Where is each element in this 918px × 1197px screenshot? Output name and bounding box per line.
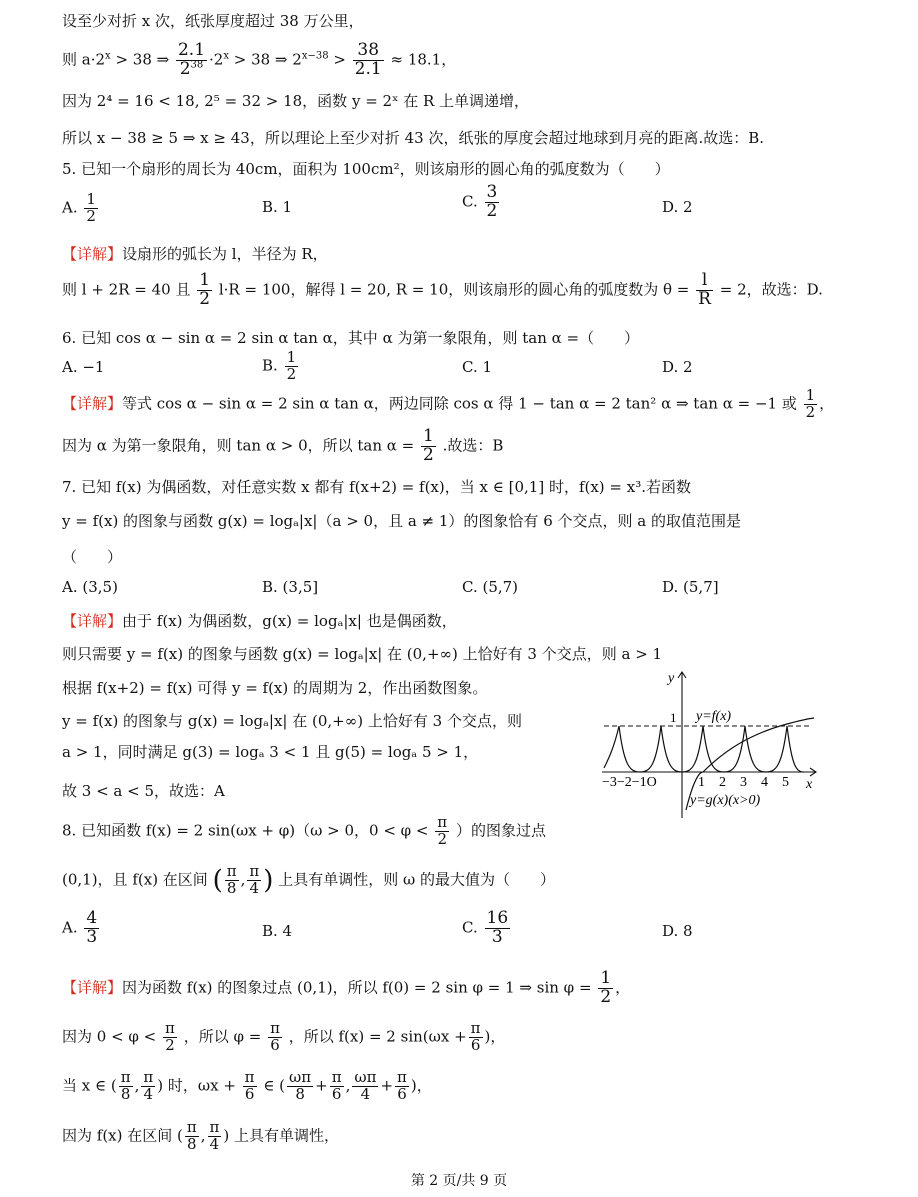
solution-7-line-4: y = f(x) 的图象与 g(x) = logₐ|x| 在 (0,+∞) 上恰好有 3 个交点，则 [62,712,522,730]
fraction: $\frac{2.1}{2^{38}}$ [177,40,206,79]
solution-7-line-5: a > 1，同时满足 g(3) = logₐ 3 < 1 且 g(5) = logₐ 5 > 1， [62,743,479,761]
tick-1: 1 [698,775,705,790]
fx-label: y=f(x) [696,709,732,724]
gx-label: y=g(x)(x>0) [690,793,761,808]
solution-8-line-3: 当 x ∈ ( $\frac{\pi}{8}$ , $\frac{\pi}{4}$ ) 时，ωx + $\frac{\pi}{6}$ ∈ ( $\frac{\omega\pi}{8}$ + $\frac{\pi}{6}$ , $\frac{\omega\pi}{4}$ + $\frac{\pi}{6}$ )， [62,1068,432,1103]
solution-8-line-1: 【详解】因为函数 f(x) 的图象过点 (0,1)，所以 f(0) = 2 sin φ = 1 ⇒ sin φ = $\frac{1}{2}$ ， [62,968,631,1007]
text-line: 设至少对折 x 次，纸张厚度超过 38 万公里， [62,12,364,30]
option-5d: D. 2 [662,198,693,216]
option-7b: B. (3,5] [262,578,319,596]
option-8c: C. $\frac{16}{3}$ [462,908,509,947]
function-graph [600,668,830,818]
option-6b: B. $\frac{1}{2}$ [262,348,297,383]
option-5c: C. $\frac{3}{2}$ [462,182,498,221]
page-footer: 第 2 页/共 9 页 [410,1173,508,1189]
text-line: 所以 x − 38 ≥ 5 ⇒ x ≥ 43，所以理论上至少对折 43 次，纸张的厚度会超过地球到月亮的距离.故选：B. [62,129,765,147]
tick-2: 2 [719,775,726,790]
text-line: 因为 2⁴ = 16 < 18, 2⁵ = 32 > 18，函数 y = 2ˣ 在 R 上单调递增， [62,92,530,110]
x-axis-label: x [806,777,813,792]
option-7c: C. (5,7) [462,578,519,596]
option-6d: D. 2 [662,358,693,376]
question-8-line-1: 8. 已知函数 f(x) = 2 sin(ωx + φ)（ω > 0，0 < φ < $\frac{\pi}{2}$ ）的图象过点 [62,813,546,848]
question-8-line-2: (0,1)，且 f(x) 在区间 ( $\frac{\pi}{8}$ , $\frac{\pi}{4}$ ) 上具有单调性，则 ω 的最大值为（ ） [62,862,555,897]
solution-5-line-1: 【详解】设扇形的弧长为 l，半径为 R， [62,245,328,263]
option-5a: A. $\frac{1}{2}$ [62,190,96,225]
detail-tag: 【详解】 [62,978,123,997]
question-7-line-2: y = f(x) 的图象与函数 g(x) = logₐ|x|（a > 0，且 a ≠ 1）的图象恰有 6 个交点，则 a 的取值范围是 [62,512,741,530]
negative-ticks: −3−2−1O [602,775,657,790]
solution-7-line-6: 故 3 < a < 5，故选：A [62,782,225,800]
tick-3: 3 [740,775,747,790]
option-8a: A. $\frac{4}{3}$ [62,908,98,947]
question-7-line-3: （ ） [62,548,123,566]
option-7d: D. (5,7] [662,578,719,596]
detail-tag: 【详解】 [62,612,123,630]
option-7a: A. (3,5) [62,578,118,596]
option-8d: D. 8 [662,922,693,940]
detail-tag: 【详解】 [62,245,123,263]
solution-6-line-2: 因为 α 为第一象限角，则 tan α > 0，所以 tan α = $\frac{1}{2}$ .故选：B [62,426,504,465]
question-6: 6. 已知 cos α − sin α = 2 sin α tan α，其中 α 为第一象限角，则 tan α =（ ） [62,329,640,347]
solution-5-line-2: 则 l + 2R = 40 且 $\frac{1}{2}$ l·R = 100，解得 l = 20, R = 10，则该扇形的圆心角的弧度数为 θ = $\frac{l}{R}$ = 2，故选：D. [62,270,823,309]
tick-4: 4 [761,775,768,790]
fx-curve-left [604,726,619,768]
fx-curve [619,726,804,772]
question-5: 5. 已知一个扇形的周长为 40cm，面积为 100cm²，则该扇形的圆心角的弧度数为（ ） [62,160,670,178]
option-6a: A. −1 [62,358,105,376]
solution-8-line-4: 因为 f(x) 在区间 ( $\frac{\pi}{8}$ , $\frac{\pi}{4}$ ) 上具有单调性， [62,1118,339,1153]
option-8b: B. 4 [262,922,293,940]
option-6c: C. 1 [462,358,493,376]
question-7-line-1: 7. 已知 f(x) 为偶函数，对任意实数 x 都有 f(x+2) = f(x)，当 x ∈ [0,1] 时，f(x) = x³.若函数 [62,478,691,496]
tick-y-1: 1 [670,710,677,725]
tick-5: 5 [782,775,789,790]
solution-7-line-2: 则只需要 y = f(x) 的图象与函数 g(x) = logₐ|x| 在 (0,+∞) 上恰好有 3 个交点，则 a > 1 [62,645,663,663]
solution-8-line-2: 因为 0 < φ < $\frac{\pi}{2}$ ，所以 φ = $\frac{\pi}{6}$ ，所以 f(x) = 2 sin(ωx + $\frac{\pi}{6}$ )， [62,1019,506,1054]
equation-line: 则 $a\cdot 2^x > 38$ ⇒ $\frac{2.1}{2^{38}}$ $\cdot 2^x > 38$ ⇒ $2^{x-38}$ > $\frac{38}{2.1}$ ≈ 18.1， [62,40,457,79]
solution-7-line-3: 根据 f(x+2) = f(x) 可得 y = f(x) 的周期为 2，作出函数图象。 [62,679,488,697]
option-5b: B. 1 [262,198,293,216]
detail-tag: 【详解】 [62,394,123,413]
solution-6-line-1: 【详解】等式 cos α − sin α = 2 sin α tan α，两边同除 cos α 得 1 − tan α = 2 tan² α ⇒ tan α = −1 或 $\frac{1}{2}$ ， [62,386,835,421]
fraction: $\frac{38}{2.1}$ [354,40,382,79]
y-axis-label: y [668,671,675,686]
solution-7-line-1: 【详解】由于 f(x) 为偶函数，g(x) = logₐ|x| 也是偶函数， [62,612,457,630]
